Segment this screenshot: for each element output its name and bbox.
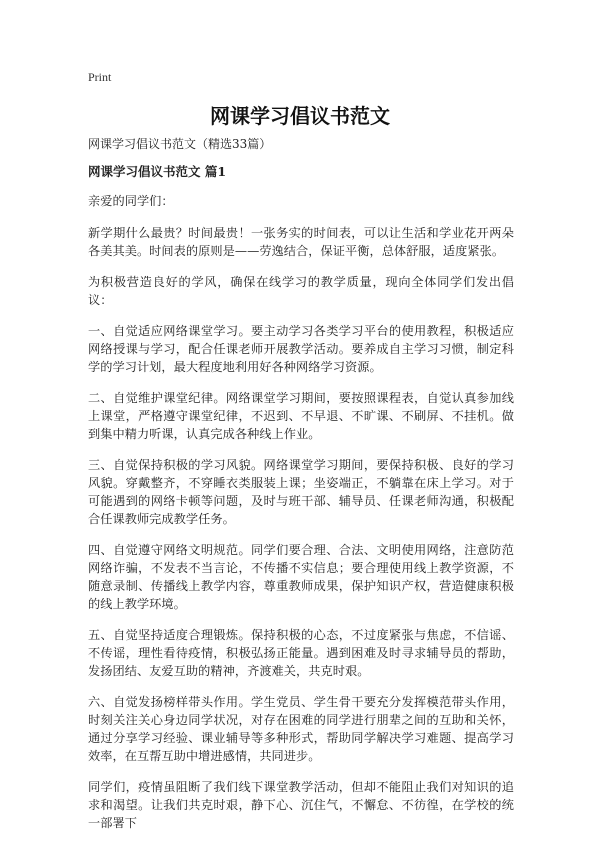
document-subtitle: 网课学习倡议书范文（精选33篇）: [88, 137, 272, 151]
paragraph-9: 同学们，疫情虽阻断了我们线下课堂教学活动，但却不能阻止我们对知识的追求和渴望。让我们共克时艰，静下心、沉住气，不懈怠、不彷徨，在学校的统一部署下: [88, 780, 514, 830]
paragraph-4: 二、自觉维护课堂纪律。网络课堂学习期间，要按照课程表，自觉认真参加线上课堂，严格遵守课堂纪律，不迟到、不早退、不旷课、不刷屏、不挂机。做到集中精力听课，认真完成各种线上作业。: [88, 391, 514, 441]
document-body: [88, 136, 514, 845]
paragraph-2: 为积极营造良好的学风，确保在线学习的教学质量，现向全体同学们发出倡议：: [88, 275, 514, 307]
paragraph-3: 一、自觉适应网络课堂学习。要主动学习各类学习平台的使用教程，积极适应网络授课与学习，配合任课老师开展教学活动。要养成自主学习习惯，制定科学的学习计划，最大程度地利用好各种网络学习资源。: [88, 324, 514, 374]
paragraph-7: 五、自觉坚持适度合理锻炼。保持积极的心态，不过度紧张与焦虑，不信谣、不传谣，理性看待疫情，积极弘扬正能量。遇到困难及时寻求辅导员的帮助，发扬团结、友爱互助的精神，齐渡难关，共克时艰。: [88, 628, 514, 678]
paragraph-6: 四、自觉遵守网络文明规范。同学们要合理、合法、文明使用网络，注意防范网络诈骗，不发表不当言论，不传播不实信息；要合理使用线上教学资源，不随意录制、传播线上教学内容，尊重教师成果，保护知识产权，营造健康积极的线上教学环境。: [88, 543, 514, 611]
greeting: 亲爱的同学们：: [88, 194, 174, 208]
paragraph-8: 六、自觉发扬榜样带头作用。学生党员、学生骨干要充分发挥模范带头作用，时刻关注关心身边同学状况，对存在困难的同学进行朋辈之间的互助和关怀，通过分享学习经验、课业辅导等多种形式，帮助同学解决学习难题、提高学习效率，在互帮互助中增进感情，共同进步。: [88, 695, 514, 763]
document-title: 网课学习倡议书范文: [210, 104, 390, 128]
print-link[interactable]: Print: [88, 70, 112, 84]
paragraph-1: 新学期什么最贵？时间最贵！一张务实的时间表，可以让生活和学业花开两朵各美其美。时间表的原则是——劳逸结合，保证平衡，总体舒服，适度紧张。: [88, 226, 514, 258]
section-heading: 网课学习倡议书范文 篇1: [88, 164, 227, 179]
paragraph-5: 三、自觉保持积极的学习风貌。网络课堂学习期间，要保持积极、良好的学习风貌。穿戴整齐，不穿睡衣类服装上课；坐姿端正，不躺靠在床上学习。对于可能遇到的网络卡顿等问题，及时与班干部、辅导员、任课老师沟通，积极配合任课教师完成教学任务。: [88, 458, 514, 526]
